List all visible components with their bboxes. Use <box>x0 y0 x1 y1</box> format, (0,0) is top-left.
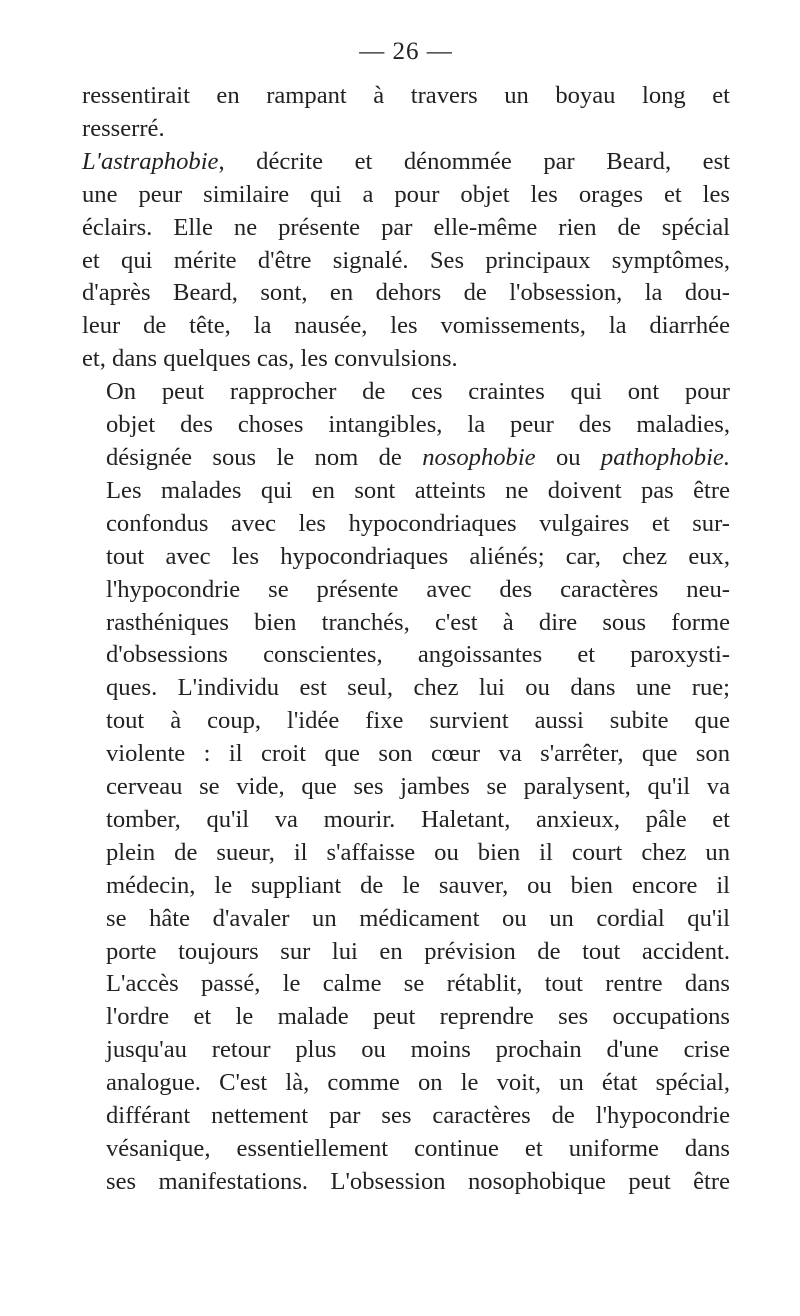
text-fragment: , décrite et dénommée par Beard, est <box>218 147 730 175</box>
text-line: Les malades qui en sont atteints ne doivent pas être <box>106 476 730 504</box>
text-line: ques. L'individu est seul, chez lui ou dans une rue; <box>106 674 730 702</box>
text-line: objet des choses intangibles, la peur des maladies, <box>106 411 730 439</box>
text-line: et qui mérite d'être signalé. Ses principaux symptômes, <box>82 246 730 274</box>
text-line: confondus avec les hypocondriaques vulgaires et sur- <box>106 509 730 537</box>
body-text <box>82 80 730 1199</box>
text-line: une peur similaire qui a pour objet les orages et les <box>82 180 730 208</box>
text-line: l'hypocondrie se présente avec des caractères neu- <box>106 575 730 603</box>
text-line: différant nettement par ses caractères de l'hypocondrie <box>106 1102 730 1130</box>
text-line: rasthéniques bien tranchés, c'est à dire sous forme <box>106 608 730 636</box>
text-line: L'accès passé, le calme se rétablit, tout rentre dans <box>106 970 730 998</box>
text-line: d'après Beard, sont, en dehors de l'obsession, la dou- <box>82 279 730 307</box>
text-line: ressentirait en rampant à travers un boyau long et <box>82 82 730 109</box>
text-line: On peut rapprocher de ces craintes qui ont pour <box>106 378 730 406</box>
text-line: tout à coup, l'idée fixe survient aussi subite que <box>106 707 730 735</box>
page-number: — 26 — <box>359 38 453 65</box>
text-fragment: désignée sous le nom de <box>106 443 423 471</box>
text-line: analogue. C'est là, comme on le voit, un état spécial, <box>106 1069 730 1097</box>
text-line <box>82 442 730 475</box>
text-fragment: ou <box>535 443 601 471</box>
text-line: plein de sueur, il s'affaisse ou bien il court chez un <box>106 838 730 866</box>
text-line: éclairs. Elle ne présente par elle-même rien de spécial <box>82 213 730 241</box>
text-line: médecin, le suppliant de le sauver, ou bien encore il <box>106 871 730 899</box>
text-line: jusqu'au retour plus ou moins prochain d'une crise <box>106 1036 730 1064</box>
text-line: cerveau se vide, que ses jambes se paralysent, qu'il va <box>106 773 730 801</box>
text-line: leur de tête, la nausée, les vomissements, la diarrhée <box>82 312 730 340</box>
text-line: tout avec les hypocondriaques aliénés; car, chez eux, <box>106 542 730 570</box>
paragraph-3 <box>82 376 730 1199</box>
text-line: vésanique, essentiellement continue et uniforme dans <box>106 1135 730 1162</box>
text-line: porte toujours sur lui en prévision de tout accident. <box>106 937 730 965</box>
text-line: l'ordre et le malade peut reprendre ses occupations <box>106 1003 730 1031</box>
text-line: se hâte d'avaler un médicament ou un cordial qu'il <box>106 904 730 932</box>
text-line <box>82 146 730 179</box>
text-line: d'obsessions conscientes, angoissantes et paroxysti- <box>106 641 730 669</box>
text-line: ses manifestations. L'obsession nosophobique peut être <box>106 1167 730 1195</box>
italic-term-pathophobie: pathophobie. <box>600 443 730 471</box>
text-line: violente : il croit que son cœur va s'arrêter, que son <box>106 740 730 768</box>
italic-term-nosophobie: nosophobie <box>422 443 536 471</box>
text-line: resserré. <box>82 114 165 142</box>
book-page <box>82 36 730 1199</box>
paragraph-2 <box>82 146 730 376</box>
paragraph-1 <box>82 80 730 146</box>
text-line: tomber, qu'il va mourir. Haletant, anxieux, pâle et <box>106 805 730 833</box>
italic-term-astraphobie: L'astraphobie <box>82 147 219 175</box>
text-line: et, dans quelques cas, les convulsions. <box>82 345 458 373</box>
